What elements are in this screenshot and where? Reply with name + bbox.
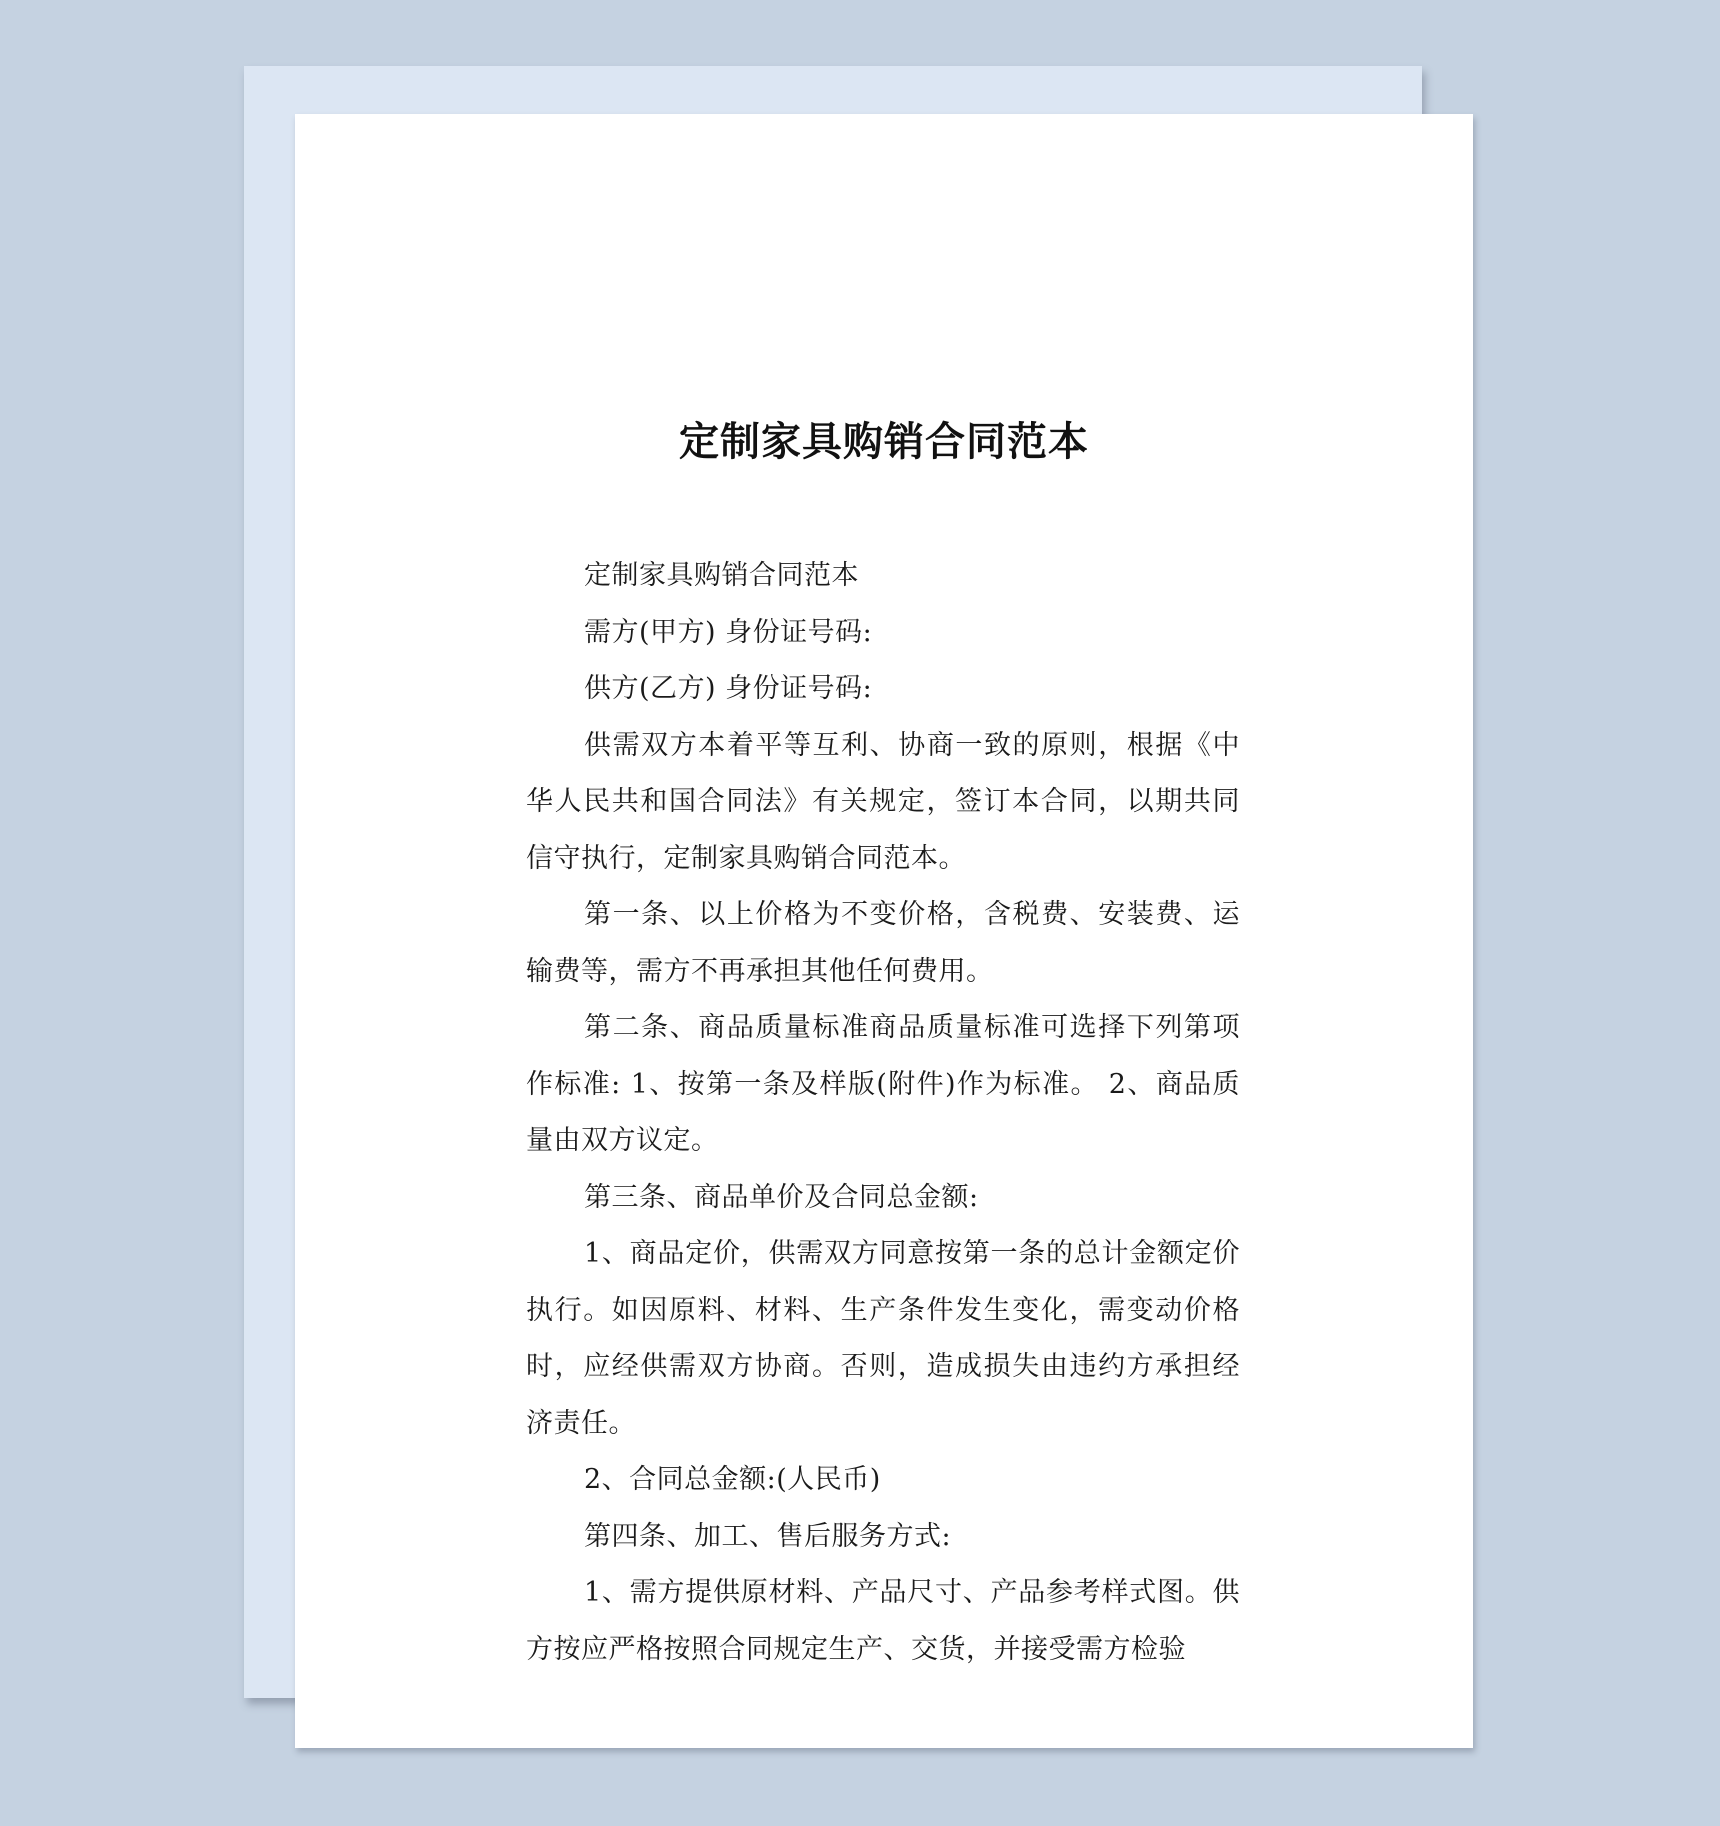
document-title: 定制家具购销合同范本 [679,419,1089,465]
paragraph-article-3-item-1: 1、商品定价，供需双方同意按第一条的总计金额定价执行。如因原料、材料、生产条件发生变化，需变动价格时，应经供需双方协商。否则，造成损失由违约方承担经济责任。 [526,1238,1240,1439]
paragraph-article-4: 第四条、加工、售后服务方式: [584,1520,952,1552]
paragraph-article-4-item-1: 1、需方提供原材料、产品尺寸、产品参考样式图。供方按应严格按照合同规定生产、交货，并接受需方检验 [526,1577,1240,1665]
paragraph-article-3: 第三条、商品单价及合同总金额: [584,1181,979,1213]
paragraph-heading-repeat: 定制家具购销合同范本 [584,560,859,591]
paragraph-article-3-item-2: 2、合同总金额:(人民币) [584,1464,881,1495]
document-page [295,114,1473,1748]
paragraph-preamble: 供需双方本着平等互利、协商一致的原则，根据《中华人民共和国合同法》有关规定，签订本合同，以期共同信守执行，定制家具购销合同范本。 [526,729,1240,874]
paragraph-article-2: 第二条、商品质量标准商品质量标准可选择下列第项作标准: 1、按第一条及样版(附件)作为标准。 2、商品质量由双方议定。 [526,1012,1240,1156]
document-body [526,548,1240,1678]
paragraph-buyer-id: 需方(甲方) 身份证号码: [584,616,873,648]
paragraph-supplier-id: 供方(乙方) 身份证号码: [584,673,873,704]
paragraph-article-1: 第一条、以上价格为不变价格，含税费、安装费、运输费等，需方不再承担其他任何费用。 [526,899,1240,987]
